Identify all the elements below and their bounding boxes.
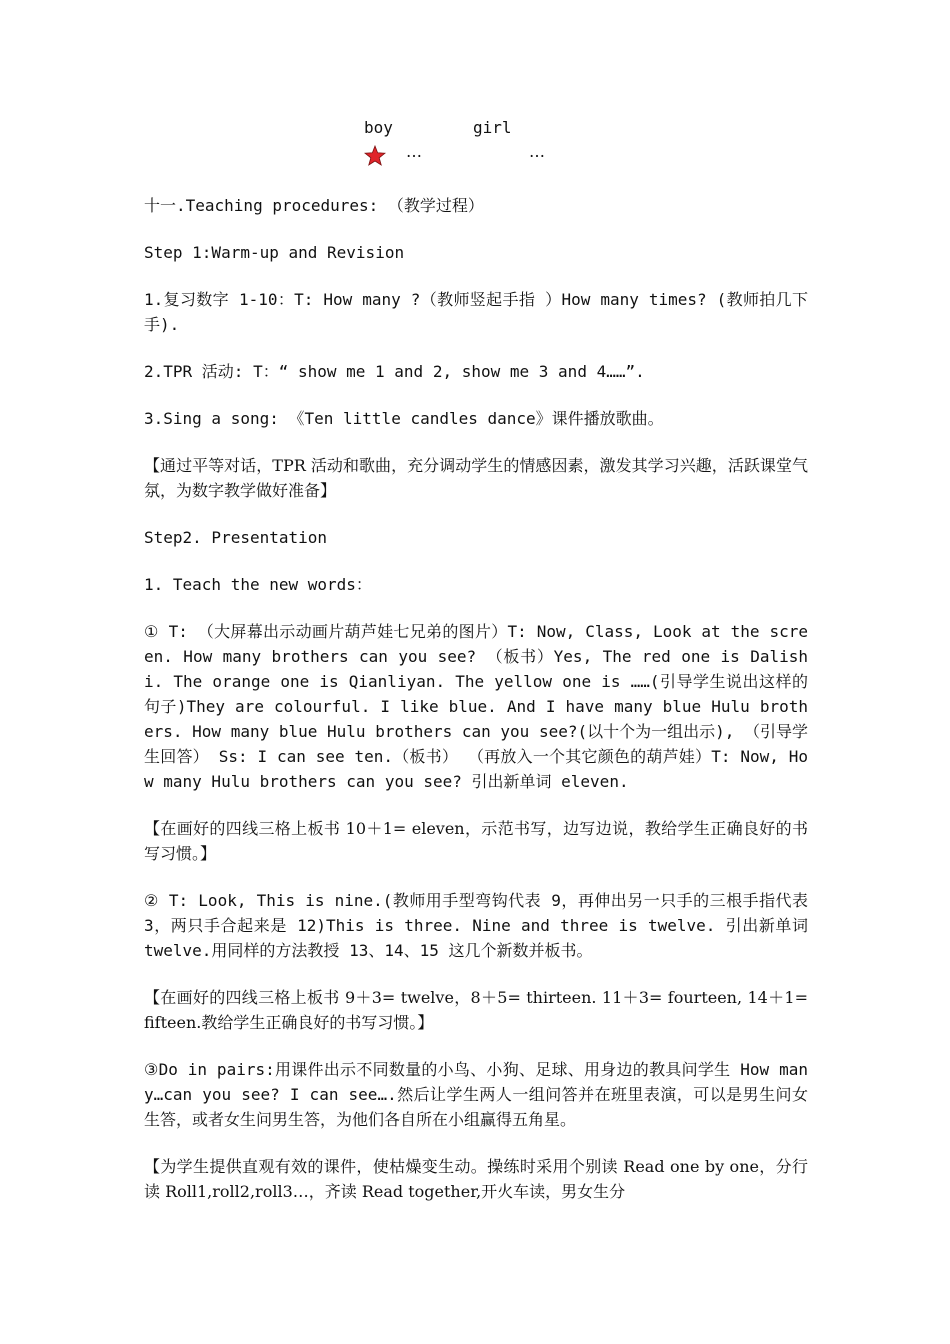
step1-note: 【通过平等对话，TPR 活动和歌曲，充分调动学生的情感因素，激发其学习兴趣，活跃课堂气氛，为数字教学做好准备】 [144, 456, 808, 500]
score-header [364, 118, 564, 168]
step1-item-1: 1.复习数字 1-10：T: How many ?（教师竖起手指 ）How many times? (教师拍几下手). [144, 290, 808, 334]
red-star-icon [364, 145, 386, 167]
boy-label: boy [364, 118, 393, 137]
step2-paragraph-1: ① T: （大屏幕出示动画片葫芦娃七兄弟的图片）T: Now, Class, Look at the screen. How many brothers can you see? （板书）Yes, The red one is Dalishi. The orange one is Qianliyan. The yellow one is ……(引导学生说出这样的句子)They are colourful. I like blue. And I have many blue Hulu brothers. How many blue Hulu brothers can you see?(以十个为一组出示), （引导学生回答） Ss: I can see ten.（板书） （再放入一个其它颜色的葫芦娃）T: Now, How many Hulu brothers can you see? 引出新单词 eleven. [144, 622, 809, 791]
document-body [144, 193, 808, 1226]
step2-note-3: 【为学生提供直观有效的课件，使枯燥变生动。操练时采用个别读 Read one by one，分行读 Roll1,roll2,roll3…，齐读 Read together,开火车读，男女生分 [144, 1157, 808, 1201]
step2-note-2: 【在画好的四线三格上板书 9＋3= twelve，8＋5= thirteen. 11＋3= fourteen, 14＋1= fifteen.教给学生正确良好的书写习惯。】 [144, 988, 808, 1032]
step1-item-3: 3.Sing a song: 《Ten little candles dance》课件播放歌曲。 [144, 409, 664, 428]
step2-item-1: 1. Teach the new words： [144, 575, 372, 594]
step2-paragraph-3: ③Do in pairs:用课件出示不同数量的小鸟、小狗、足球、用身边的教具问学生 How many…can you see? I can see….然后让学生两人一组问答并在班里表演，可以是男生问女生答，或者女生问男生答，为他们各自所在小组赢得五角星。 [144, 1060, 808, 1129]
girl-label: girl [473, 118, 512, 137]
step2-heading: Step2. Presentation [144, 528, 328, 547]
step2-note-1: 【在画好的四线三格上板书 10＋1= eleven，示范书写，边写边说，教给学生正确良好的书写习惯。】 [144, 819, 808, 863]
step1-heading: Step 1:Warm-up and Revision [144, 243, 405, 262]
boy-dots: … [406, 142, 422, 161]
girl-dots: … [529, 142, 545, 161]
step1-item-2: 2.TPR 活动: T：“ show me 1 and 2, show me 3 and 4……”. [144, 362, 645, 381]
section-heading: 十一.Teaching procedures: （教学过程） [144, 196, 484, 215]
step2-paragraph-2: ② T: Look, This is nine.(教师用手型弯钩代表 9，再伸出另一只手的三根手指代表 3，两只手合起来是 12)This is three. Nine and three is twelve. 引出新单词 twelve.用同样的方法教授 13、14、15 这几个新数并板书。 [144, 891, 808, 960]
